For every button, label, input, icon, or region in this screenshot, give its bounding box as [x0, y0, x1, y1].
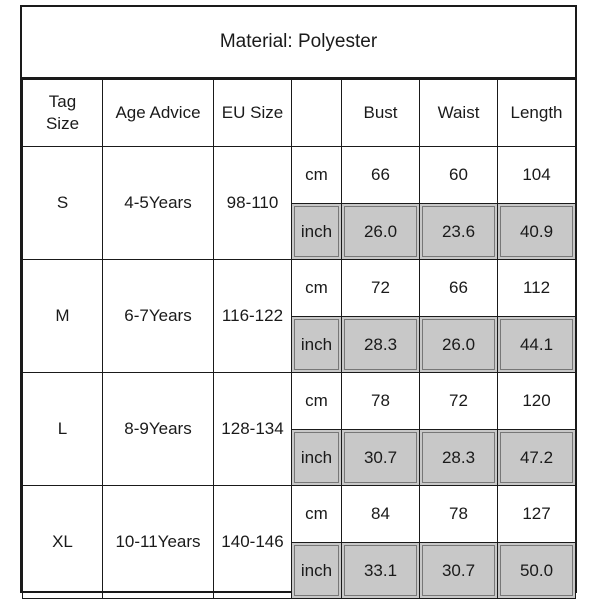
- unit-cm-cell: cm: [292, 373, 342, 430]
- bust-cm-cell: 72: [342, 260, 420, 317]
- header-bust: Bust: [342, 80, 420, 147]
- tag-size-cell: XL: [23, 486, 103, 599]
- eu-size-cell: 140-146: [214, 486, 292, 599]
- unit-inch-cell: inch: [292, 430, 342, 486]
- unit-cm-cell: cm: [292, 486, 342, 543]
- size-chart: [20, 5, 577, 593]
- unit-inch-cell: inch: [292, 317, 342, 373]
- chart-title: Material: Polyester: [22, 7, 575, 79]
- eu-size-cell: 128-134: [214, 373, 292, 486]
- unit-cm-cell: cm: [292, 260, 342, 317]
- eu-size-cell: 116-122: [214, 260, 292, 373]
- table-row: [23, 373, 576, 430]
- bust-inch-cell: 30.7: [342, 430, 420, 486]
- header-row: [23, 80, 576, 147]
- bust-cm-cell: 78: [342, 373, 420, 430]
- bust-inch-cell: 28.3: [342, 317, 420, 373]
- bust-cm-cell: 84: [342, 486, 420, 543]
- header-unit: [292, 80, 342, 147]
- waist-inch-cell: 30.7: [420, 543, 498, 599]
- length-inch-cell: 44.1: [498, 317, 576, 373]
- tag-size-cell: L: [23, 373, 103, 486]
- bust-cm-cell: 66: [342, 147, 420, 204]
- length-cm-cell: 120: [498, 373, 576, 430]
- waist-inch-cell: 28.3: [420, 430, 498, 486]
- waist-cm-cell: 78: [420, 486, 498, 543]
- age-advice-cell: 4-5Years: [103, 147, 214, 260]
- table-row: [23, 147, 576, 204]
- size-table: [22, 79, 576, 599]
- table-row: [23, 260, 576, 317]
- eu-size-cell: 98-110: [214, 147, 292, 260]
- waist-cm-cell: 72: [420, 373, 498, 430]
- length-inch-cell: 40.9: [498, 204, 576, 260]
- table-row: [23, 486, 576, 543]
- waist-cm-cell: 60: [420, 147, 498, 204]
- header-waist: Waist: [420, 80, 498, 147]
- length-inch-cell: 47.2: [498, 430, 576, 486]
- age-advice-cell: 10-11Years: [103, 486, 214, 599]
- unit-inch-cell: inch: [292, 204, 342, 260]
- header-age-advice: Age Advice: [103, 80, 214, 147]
- tag-size-cell: M: [23, 260, 103, 373]
- age-advice-cell: 6-7Years: [103, 260, 214, 373]
- header-length: Length: [498, 80, 576, 147]
- waist-inch-cell: 26.0: [420, 317, 498, 373]
- length-cm-cell: 104: [498, 147, 576, 204]
- length-cm-cell: 112: [498, 260, 576, 317]
- age-advice-cell: 8-9Years: [103, 373, 214, 486]
- length-cm-cell: 127: [498, 486, 576, 543]
- waist-cm-cell: 66: [420, 260, 498, 317]
- bust-inch-cell: 26.0: [342, 204, 420, 260]
- unit-inch-cell: inch: [292, 543, 342, 599]
- tag-size-cell: S: [23, 147, 103, 260]
- length-inch-cell: 50.0: [498, 543, 576, 599]
- waist-inch-cell: 23.6: [420, 204, 498, 260]
- unit-cm-cell: cm: [292, 147, 342, 204]
- header-eu-size: EU Size: [214, 80, 292, 147]
- header-tag-size: Tag Size: [23, 80, 103, 147]
- bust-inch-cell: 33.1: [342, 543, 420, 599]
